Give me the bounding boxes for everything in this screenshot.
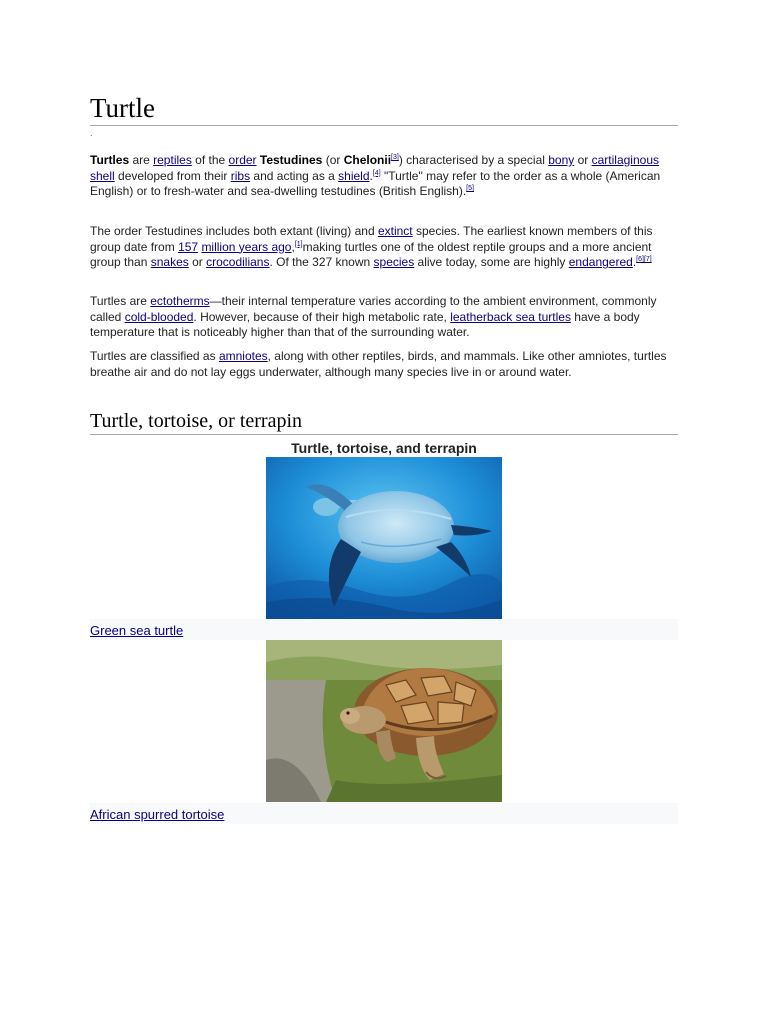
link-million-years-ago[interactable]: million years ago [201, 239, 292, 254]
gallery-title: Turtle, tortoise, and terrapin [291, 440, 477, 456]
ref-5-link[interactable]: [5] [466, 185, 474, 193]
text: ) characterised by a special [398, 153, 549, 167]
african-spurred-tortoise-image[interactable] [266, 640, 502, 802]
section-divider [90, 434, 678, 435]
link-species[interactable]: species [373, 255, 415, 270]
text: species. The earliest known members of this group date from [90, 224, 653, 254]
text: , along with other reptiles, birds, and mammals. Like other amniotes, turtles breathe air and do not lay eggs underwater, although many species live in or around water. [90, 349, 667, 379]
link-order[interactable]: order [228, 153, 257, 167]
link-leatherback-sea-turtles[interactable]: leatherback sea turtles [450, 309, 571, 324]
intro-paragraph: Turtles are reptiles of the order Testudines (or Chelonii[3]) characterised by a special bony or cartilaginous shell developed from their ribs and acting as a shield.[4] "Turtle" may refer to the order as a whole (American English) or to fresh-water and sea-dwelling testudines (British English).[5] [90, 153, 661, 199]
paragraph-ectotherms [90, 294, 678, 341]
paragraph-testudines: The order Testudines includes both extant (living) and extinct species. The earliest known members of this group date from 157 million years ago,[1]making turtles one of the oldest reptile groups and a more ancient group than snakes or crocodilians. Of the 327 known species alive today, some are highly endangered.[6][7] [90, 224, 653, 270]
text: making turtles one of the oldest reptile groups and a more ancient group than [90, 239, 652, 270]
link-crocodilians[interactable]: crocodilians [206, 255, 270, 270]
text: developed from their [114, 168, 231, 183]
text: have a body temperature that is noticeably higher than that of the surrounding water. [90, 309, 640, 340]
link-reptiles[interactable]: reptiles [153, 153, 192, 167]
link-shield[interactable]: shield [338, 168, 370, 183]
dot-marker: . [90, 128, 93, 138]
ref-1-link[interactable]: [1] [294, 240, 303, 248]
title-divider [90, 125, 678, 126]
text: The order Testudines includes both extant (living) and [90, 224, 378, 238]
gallery-caption-row [90, 619, 678, 640]
link-cold-blooded[interactable]: cold-blooded [124, 309, 194, 324]
ref-6-7-link[interactable]: [6][7] [636, 256, 652, 264]
bold-turtles: Turtles [90, 153, 130, 167]
text: . [632, 255, 637, 270]
text: or [188, 255, 207, 270]
text: of the [191, 153, 229, 167]
text: and acting as a [250, 168, 339, 183]
tortoise-picture [266, 640, 502, 802]
text: or [574, 153, 592, 167]
bold-testudines: Testudines [259, 153, 323, 167]
link-endangered[interactable]: endangered [568, 255, 633, 270]
link-157[interactable]: 157 [178, 239, 199, 254]
bold-chelonii: Chelonii [343, 153, 392, 167]
ref-6-7[interactable] [636, 256, 652, 263]
ref-1[interactable] [295, 241, 303, 248]
ref-4[interactable] [373, 170, 381, 177]
ref-4-link[interactable]: [4] [372, 169, 381, 177]
caption-link-african-spurred-tortoise[interactable]: African spurred tortoise [90, 807, 225, 822]
text: "Turtle" may refer to the order as a whole (American English) or to fresh-water and sea-dwelling testudines (British English). [90, 168, 661, 199]
page-title: Turtle [90, 93, 156, 123]
paragraph-amniotes [90, 349, 678, 380]
green-sea-turtle-image[interactable] [266, 457, 502, 619]
link-bony[interactable]: bony [548, 153, 575, 167]
sea-turtle-picture [266, 457, 502, 619]
ref-5[interactable] [466, 185, 474, 192]
ref-3[interactable] [391, 154, 399, 161]
text: are [129, 153, 154, 167]
ref-3-link[interactable]: [3] [391, 154, 399, 161]
link-extinct[interactable]: extinct [377, 224, 413, 238]
text: alive today, some are highly [414, 255, 569, 270]
caption-link-green-sea-turtle[interactable]: Green sea turtle [90, 623, 184, 638]
link-snakes[interactable]: snakes [150, 255, 189, 270]
link-ectotherms[interactable]: ectotherms [150, 294, 210, 308]
text: Turtles are classified as [90, 349, 219, 363]
link-amniotes[interactable]: amniotes [218, 349, 268, 363]
text: —their internal temperature varies according to the ambient environment, commonly called [90, 294, 657, 324]
section-heading: Turtle, tortoise, or terrapin [90, 410, 303, 432]
text: . Of the 327 known [269, 255, 374, 270]
link-shell[interactable]: shell [90, 168, 115, 183]
text: . However, because of their high metabolic rate, [193, 309, 451, 324]
gallery-caption-row [90, 803, 678, 824]
text: (or [322, 153, 344, 167]
link-ribs[interactable]: ribs [230, 168, 251, 183]
link-cartilaginous[interactable]: cartilaginous [591, 153, 659, 167]
text: Turtles are [90, 294, 151, 308]
